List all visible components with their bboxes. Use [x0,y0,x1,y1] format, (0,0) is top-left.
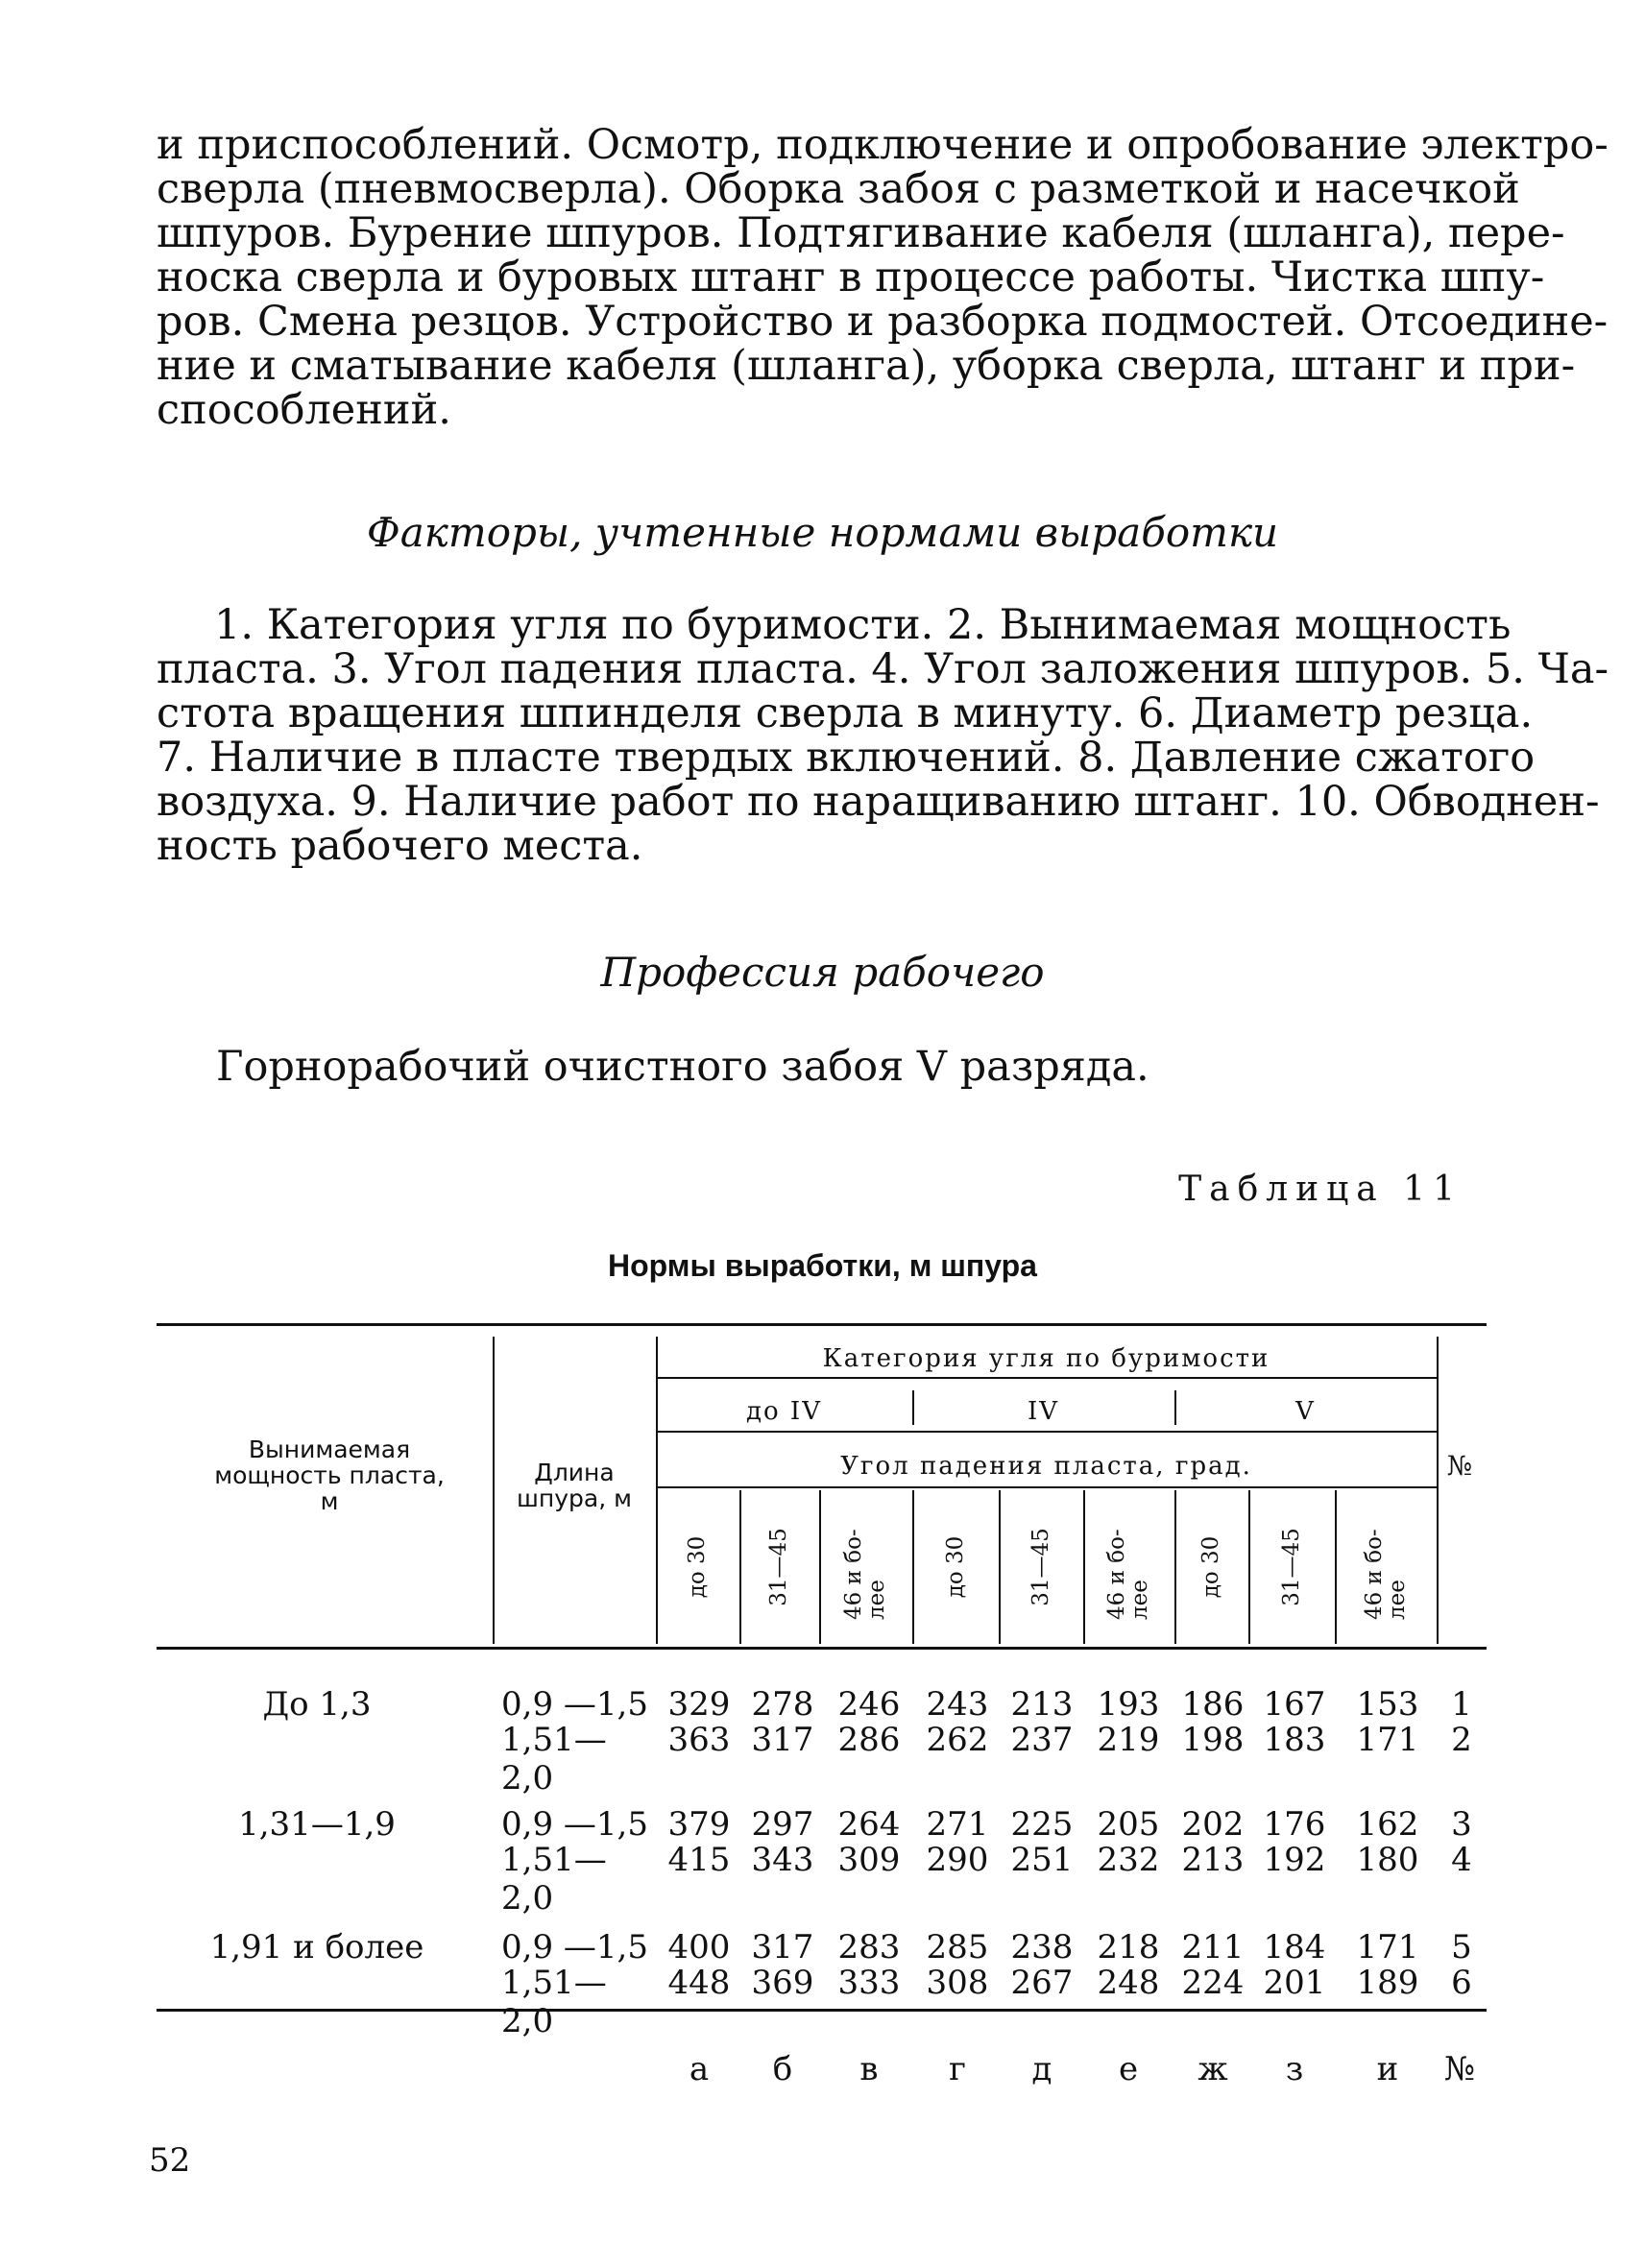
text-line: ность рабочего места. [157,822,643,870]
text-line: и приспособлений. Осмотр, подключение и опробование электро- [157,121,1609,169]
column-letter: № [1443,2050,1476,2088]
angle-text: 31—45 [1279,1528,1304,1606]
table-cell: 237 [1010,1721,1074,1759]
table-cell: 290 [926,1841,989,1879]
page-number: 52 [149,2141,191,2180]
table-cell: 219 [1097,1721,1160,1759]
text-line: пласта. 3. Угол падения пласта. 4. Угол заложения шпуров. 5. Ча- [157,645,1609,693]
row-thickness: До 1,3 [262,1685,372,1724]
table-cell: 317 [751,1928,814,1966]
table-cell: 262 [926,1721,989,1759]
table-cell: 246 [837,1685,901,1724]
angle-text: до 30 [685,1535,710,1599]
column-letter: б [772,2050,793,2088]
table-cell: 243 [926,1685,989,1724]
table-cell: 193 [1097,1685,1160,1724]
table-cell: 317 [751,1721,814,1759]
heading-factors: Факторы, учтенные нормами выработки [366,509,1279,556]
table-bottom-rule [157,2009,1487,2012]
table-cell: 329 [667,1685,731,1724]
table-cell: 176 [1263,1805,1326,1844]
table-cell: 205 [1097,1805,1160,1844]
table-cell: 183 [1263,1721,1326,1759]
table-top-rule [157,1323,1487,1326]
column-letter: з [1285,2050,1304,2088]
table-cell: 201 [1263,1964,1326,2002]
text-line: ние и сматывание кабеля (шланга), уборка сверла, штанг и при- [157,342,1576,390]
table-cell: 232 [1097,1841,1160,1879]
text-line: способлений. [157,386,451,434]
table-cell: 400 [667,1928,731,1966]
row-length: 0,9 —1,5 [501,1928,648,1966]
table-cell: 171 [1356,1928,1419,1966]
table-cell: 198 [1181,1721,1245,1759]
angle-text: 46 и бо- лее [841,1529,889,1620]
table-cell: 248 [1097,1964,1160,2002]
header-rule [656,1377,1437,1379]
angle-divider [999,1490,1001,1644]
row-length: 1,51—2,0 [501,1841,607,1918]
table-cell: 192 [1263,1841,1326,1879]
angle-divider [912,1490,914,1644]
table-cell: 379 [667,1805,731,1844]
header-number: № [1446,1450,1475,1482]
row-thickness: 1,31—1,9 [238,1805,396,1844]
header-category: Категория угля по буримости [822,1344,1270,1373]
table-cell: 309 [837,1841,901,1879]
header-rule [656,1486,1437,1488]
row-number: 2 [1451,1721,1472,1759]
paragraph-factors [157,601,1609,870]
header-thickness: Вынимаемая мощность пласта, м [214,1436,445,1515]
angle-divider [1248,1490,1250,1644]
table-cell: 283 [837,1928,901,1966]
column-letter: а [689,2050,710,2088]
table-cell: 162 [1356,1805,1419,1844]
header-category-2: IV [1027,1397,1060,1426]
table-cell: 251 [1010,1841,1074,1879]
row-number: 4 [1451,1841,1472,1879]
text-line: 1. Категория угля по буримости. 2. Вынимаемая мощность [214,601,1512,649]
angle-divider [1083,1490,1085,1644]
table-cell: 202 [1181,1805,1245,1844]
table-cell: 343 [751,1841,814,1879]
table-header-rule [157,1647,1487,1650]
table-cell: 285 [926,1928,989,1966]
table-cell: 297 [751,1805,814,1844]
text-line: воздуха. 9. Наличие работ по наращиванию штанг. 10. Обводнен- [157,778,1600,826]
text-line: стота вращения шпинделя сверла в минуту. 6. Диаметр резца. [157,689,1534,737]
header-angle: Угол падения пласта, град. [840,1452,1252,1481]
profession-text: Горнорабочий очистного забоя V разряда. [216,1043,1149,1091]
row-number: 5 [1451,1928,1472,1966]
angle-divider [819,1490,821,1644]
text-line: шпуров. Бурение шпуров. Подтягивание кабеля (шланга), пере- [157,209,1565,257]
table-cell: 286 [837,1721,901,1759]
table-cell: 180 [1356,1841,1419,1879]
row-number: 3 [1451,1805,1472,1844]
text-line: 7. Наличие в пласте твердых включений. 8. Давление сжатого [157,734,1536,782]
heading-profession: Профессия рабочего [600,949,1045,996]
table-cell: 167 [1263,1685,1326,1724]
table-cell: 184 [1263,1928,1326,1966]
table-cell: 153 [1356,1685,1419,1724]
table-cell: 333 [837,1964,901,2002]
table-cell: 225 [1010,1805,1074,1844]
table-cell: 271 [926,1805,989,1844]
header-length: Длина шпура, м [517,1459,632,1512]
text-line: носка сверла и буровых штанг в процессе работы. Чистка шпу- [157,253,1545,302]
paragraph-operations [157,121,1609,434]
angle-divider [739,1490,741,1644]
angle-text: 46 и бо- лее [1362,1529,1410,1620]
row-number: 6 [1451,1964,1472,2002]
table-cell: 415 [667,1841,731,1879]
table-cell: 213 [1181,1841,1245,1879]
table-cell: 218 [1097,1928,1160,1966]
table-cell: 369 [751,1964,814,2002]
table-cell: 224 [1181,1964,1245,2002]
column-letter: ж [1197,2050,1228,2088]
angle-divider [1335,1490,1337,1644]
row-length: 1,51—2,0 [501,1964,607,2040]
col-divider [1437,1337,1439,1644]
text-line: сверла (пневмосверла). Оборка забоя с разметкой и насечкой [157,165,1520,213]
column-letter: г [949,2050,966,2088]
column-letter: е [1118,2050,1139,2088]
angle-text: до 30 [1198,1535,1223,1599]
row-number: 1 [1451,1685,1472,1724]
angle-text: 46 и бо- лее [1104,1529,1152,1620]
row-thickness: 1,91 и более [209,1928,424,1966]
column-letter: д [1031,2050,1052,2088]
table-caption: Таблица 11 [1178,1170,1463,1209]
header-rule [656,1431,1437,1433]
header-category-1: до IV [746,1397,822,1426]
table-cell: 186 [1181,1685,1245,1724]
column-letter: и [1376,2050,1399,2088]
table-cell: 278 [751,1685,814,1724]
table-cell: 171 [1356,1721,1419,1759]
table-cell: 238 [1010,1928,1074,1966]
table-cell: 363 [667,1721,731,1759]
row-length: 0,9 —1,5 [501,1805,648,1844]
angle-text: до 30 [943,1535,968,1599]
row-length: 0,9 —1,5 [501,1685,648,1724]
table-cell: 264 [837,1805,901,1844]
table-cell: 211 [1181,1928,1245,1966]
table-cell: 267 [1010,1964,1074,2002]
table-cell: 213 [1010,1685,1074,1724]
table-cell: 448 [667,1964,731,2002]
angle-divider [1174,1490,1176,1644]
angle-text: 31—45 [1028,1528,1053,1606]
angle-text: 31—45 [766,1528,791,1606]
col-divider [656,1337,658,1644]
header-category-3: V [1295,1397,1316,1426]
table-title: Нормы выработки, м шпура [608,1248,1037,1283]
row-length: 1,51—2,0 [501,1721,607,1798]
text-line: ров. Смена резцов. Устройство и разборка подмостей. Отсоедине- [157,298,1609,346]
table-cell: 189 [1356,1964,1419,2002]
column-letter: в [859,2050,879,2088]
table-cell: 308 [926,1964,989,2002]
